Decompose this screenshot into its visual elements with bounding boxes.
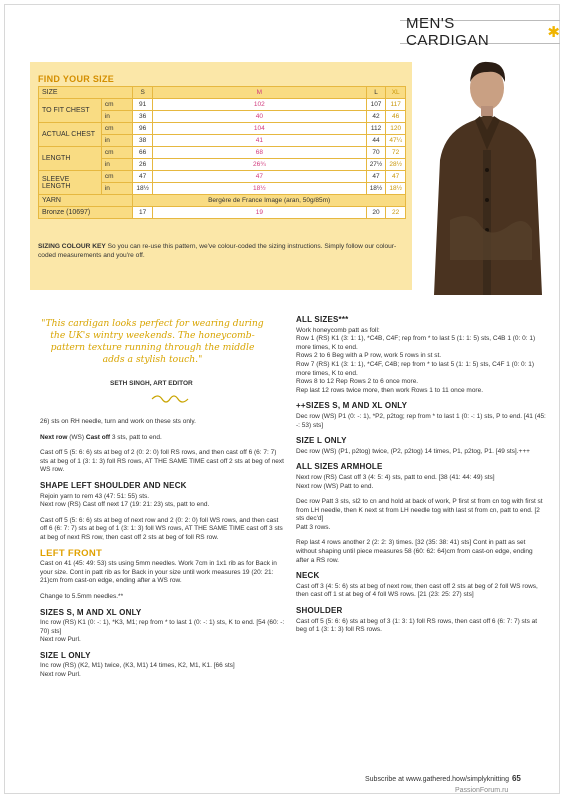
row-label: ACTUAL CHEST [39, 123, 102, 147]
table-cell: 117 [386, 99, 406, 111]
section-heading: SIZES S, M AND XL ONLY [40, 607, 142, 617]
table-cell: 18½ [133, 183, 153, 195]
paragraph: Next row (WS) Patt to end. [296, 482, 374, 490]
table-cell: 102 [152, 99, 366, 111]
right-column [296, 316, 546, 642]
table-cell: 120 [386, 123, 406, 135]
table-cell: 47 [366, 171, 386, 183]
unit-cell: in [101, 135, 132, 147]
pull-quote: "This cardigan looks perfect for wearing during the UK's wintry weekends. The honeycomb-pattern texture running through the middle adds a stylish touch." [41, 318, 264, 365]
table-cell: 104 [152, 123, 366, 135]
paragraph: Row 1 (RS) K1 (3: 1: 1), *C4B, C4F; rep from * to last 5 (1: 1: 5) sts, C4B 1 (0: 0: 1) more times, K to end. [296, 335, 536, 351]
paragraph: Rep last 12 rows twice more, then work Rows 1 to 11 once more. [296, 386, 484, 394]
table-cell: 36 [133, 111, 153, 123]
paragraph: Next row (WS) Cast off 3 sts, patt to end. [40, 433, 162, 441]
section-title: MEN'S CARDIGAN [406, 15, 490, 49]
section-header [400, 15, 560, 49]
unit-cell: cm [101, 147, 132, 159]
unit-cell: cm [101, 99, 132, 111]
table-cell: 38 [133, 135, 153, 147]
table-cell: 20 [366, 207, 386, 219]
table-cell: S [133, 87, 153, 99]
section-heading: ++SIZES S, M AND XL ONLY [296, 401, 408, 411]
table-cell: 18½ [152, 183, 366, 195]
paragraph: Cast off 5 (5: 6: 6) sts at beg of 2 (0: 2: 0) foll RS rows, and then cast off 6 (6: 7: 7) sts at beg of 1 (3: 1: 3) foll RS rows, AT THE SAME TIME cast off 2 sts at beg of next WS row. [40, 449, 284, 474]
table-cell: 22 [386, 207, 406, 219]
colour-label: Bronze (10697) [39, 207, 133, 219]
page-number: 65 [511, 774, 521, 783]
table-row [39, 171, 406, 183]
table-cell: 47¼ [386, 135, 406, 147]
paragraph: Inc row (RS) K1 (0: -: 1), *K3, M1; rep from * to last 1 (0: -: 1) sts, K to end. [54 (60: -: 70) sts] [40, 619, 285, 635]
table-cell: 27½ [366, 159, 386, 171]
section-heading: SHOULDER [296, 606, 343, 616]
table-cell: M [152, 87, 366, 99]
unit-cell: in [101, 183, 132, 195]
squiggle-decoration [150, 392, 190, 406]
paragraph: Dec row Patt 3 sts, sl2 to cn and hold at back of work, P first st from cn tog with first st from LH needle, then K next st from LH needle tog with last st from cn, patt to end. [2 sts dec'd] [296, 498, 543, 523]
row-label: SLEEVE LENGTH [39, 171, 102, 195]
table-cell: XL [386, 87, 406, 99]
paragraph: Rejoin yarn to rem 43 (47: 51: 55) sts. [40, 492, 150, 500]
size-table [38, 86, 406, 219]
table-cell: 66 [133, 147, 153, 159]
paragraph: Rep last 4 rows another 2 (2: 2: 3) times. [32 (35: 38: 41) sts] Cont in patt as set without shaping until piece measures 58 (60: 62: 64)cm from cast-on edge, ending after a RS row. [296, 539, 533, 564]
key-label: SIZING COLOUR KEY [38, 243, 106, 250]
paragraph: Dec row (WS) P1 (0: -: 1), *P2, p2tog; rep from * to last 1 (0: -: 1) sts, P to end. [41 (45: -: 53) sts] [296, 412, 546, 429]
table-cell: 42 [366, 111, 386, 123]
unit-cell: in [101, 111, 132, 123]
flower-icon: ✱ [547, 24, 560, 41]
left-column [40, 418, 285, 687]
table-cell: 41 [152, 135, 366, 147]
table-cell: 47 [152, 171, 366, 183]
model-photo [420, 50, 555, 295]
yarn-value: Bergère de France Image (aran, 50g/85m) [133, 195, 406, 207]
table-cell: 68 [152, 147, 366, 159]
paragraph: Inc row (RS) (K2, M1) twice, (K3, M1) 14 times, K2, M1, K1. [66 sts] [40, 662, 235, 670]
section-heading: SIZE L ONLY [40, 650, 91, 660]
table-cell: 26 [133, 159, 153, 171]
table-cell: 107 [366, 99, 386, 111]
table-cell: 47 [133, 171, 153, 183]
subscribe-link[interactable]: Subscribe at www.gathered.how/simplyknitting [365, 776, 509, 783]
paragraph: Change to 5.5mm needles.** [40, 592, 124, 600]
table-cell: SIZE [39, 87, 133, 99]
table-cell: 47 [386, 171, 406, 183]
sizing-colour-key [38, 242, 410, 260]
section-heading: ALL SIZES ARMHOLE [296, 462, 383, 472]
section-heading: ALL SIZES*** [296, 315, 349, 324]
paragraph: Rows 2 to 6 Beg with a P row, work 5 rows in st st. [296, 352, 442, 360]
paragraph: Next row (RS) Cast off next 17 (19: 21: 23) sts, patt to end. [40, 501, 210, 509]
table-cell: 19 [152, 207, 366, 219]
table-cell: 70 [366, 147, 386, 159]
table-cell: 46 [386, 111, 406, 123]
section-heading: LEFT FRONT [40, 547, 103, 559]
table-row [39, 123, 406, 135]
paragraph: Next row (RS) Cast off 3 (4: 5: 4) sts, patt to end. [38 (41: 44: 49) sts] [296, 473, 495, 481]
paragraph: Cast on 41 (45: 49: 53) sts using 5mm needles. Work 7cm in 1x1 rib as for Back in your size. Cont in patt rib as for Back in your size until work measures 19 (20: 21: 21)cm from cast-on edge, ending after a WS row. [40, 560, 277, 585]
paragraph: Patt 3 rows. [296, 523, 331, 531]
table-cell: 17 [133, 207, 153, 219]
table-cell: 112 [366, 123, 386, 135]
table-row [39, 195, 406, 207]
quote-attribution: SETH SINGH, ART EDITOR [110, 380, 193, 387]
paragraph: Rows 8 to 12 Rep Rows 2 to 6 once more. [296, 378, 419, 386]
table-cell: 18½ [366, 183, 386, 195]
paragraph: Cast off 5 (5: 6: 6) sts at beg of next row and 2 (0: 2: 0) foll WS rows, and then cast off 6 (6: 7: 7) sts at beg of 1 (3: 1: 3) foll WS rows, AT THE SAME TIME cast off 3 sts at beg of next RS row, then cast off 2 sts at beg of foll RS row. [40, 516, 283, 541]
unit-cell: in [101, 159, 132, 171]
key-text: So you can re-use this pattern, we've colour-coded the sizing instructions. Simply follow our colour-coded measurements and you're off. [38, 243, 397, 259]
paragraph: Next row Purl. [40, 671, 81, 679]
row-label: TO FIT CHEST [39, 99, 102, 123]
table-row [39, 147, 406, 159]
watermark: PassionForum.ru [455, 787, 509, 794]
paragraph: Dec row (WS) (P1, p2tog) twice, (P2, p2tog) 14 times, P1, p2tog, P1. [49 sts].+++ [296, 447, 530, 455]
row-label: LENGTH [39, 147, 102, 171]
paragraph: 26) sts on RH needle, turn and work on these sts only. [40, 418, 196, 425]
unit-cell: cm [101, 171, 132, 183]
table-row [39, 87, 406, 99]
paragraph: Work honeycomb patt as foll: [296, 326, 380, 334]
table-cell: 72 [386, 147, 406, 159]
table-cell: 96 [133, 123, 153, 135]
table-cell: 91 [133, 99, 153, 111]
paragraph: Next row Purl. [40, 636, 81, 644]
table-row [39, 207, 406, 219]
table-cell: 28½ [386, 159, 406, 171]
paragraph: Cast off 3 (4: 5: 6) sts at beg of next row, then cast off 2 sts at beg of 2 foll WS rows, then cast off 1 st at beg of 4 foll WS rows. [21 (23: 25: 27) sts] [296, 582, 538, 599]
page-footer [365, 774, 521, 783]
table-cell: 44 [366, 135, 386, 147]
table-row [39, 99, 406, 111]
unit-cell: cm [101, 123, 132, 135]
section-heading: NECK [296, 571, 320, 581]
table-cell: 40 [152, 111, 366, 123]
section-heading: SIZE L ONLY [296, 436, 347, 446]
yarn-label: YARN [39, 195, 133, 207]
table-cell: 26¾ [152, 159, 366, 171]
paragraph: Cast off 5 (5: 6: 6) sts at beg of 3 (1: 3: 1) foll RS rows, then cast off 6 (6: 7: 7) sts at beg of 1 (3: 1: 3) foll RS rows. [296, 617, 538, 634]
paragraph: Row 7 (RS) K1 (3: 1: 1), *C4F, C4B; rep from * to last 5 (1: 1: 5) sts, C4F 1 (0: 0: 1) more times, K to end. [296, 360, 535, 377]
table-cell: 18½ [386, 183, 406, 195]
size-table-heading: FIND YOUR SIZE [38, 74, 115, 84]
section-heading: SHAPE LEFT SHOULDER AND NECK [40, 480, 187, 490]
table-cell: L [366, 87, 386, 99]
